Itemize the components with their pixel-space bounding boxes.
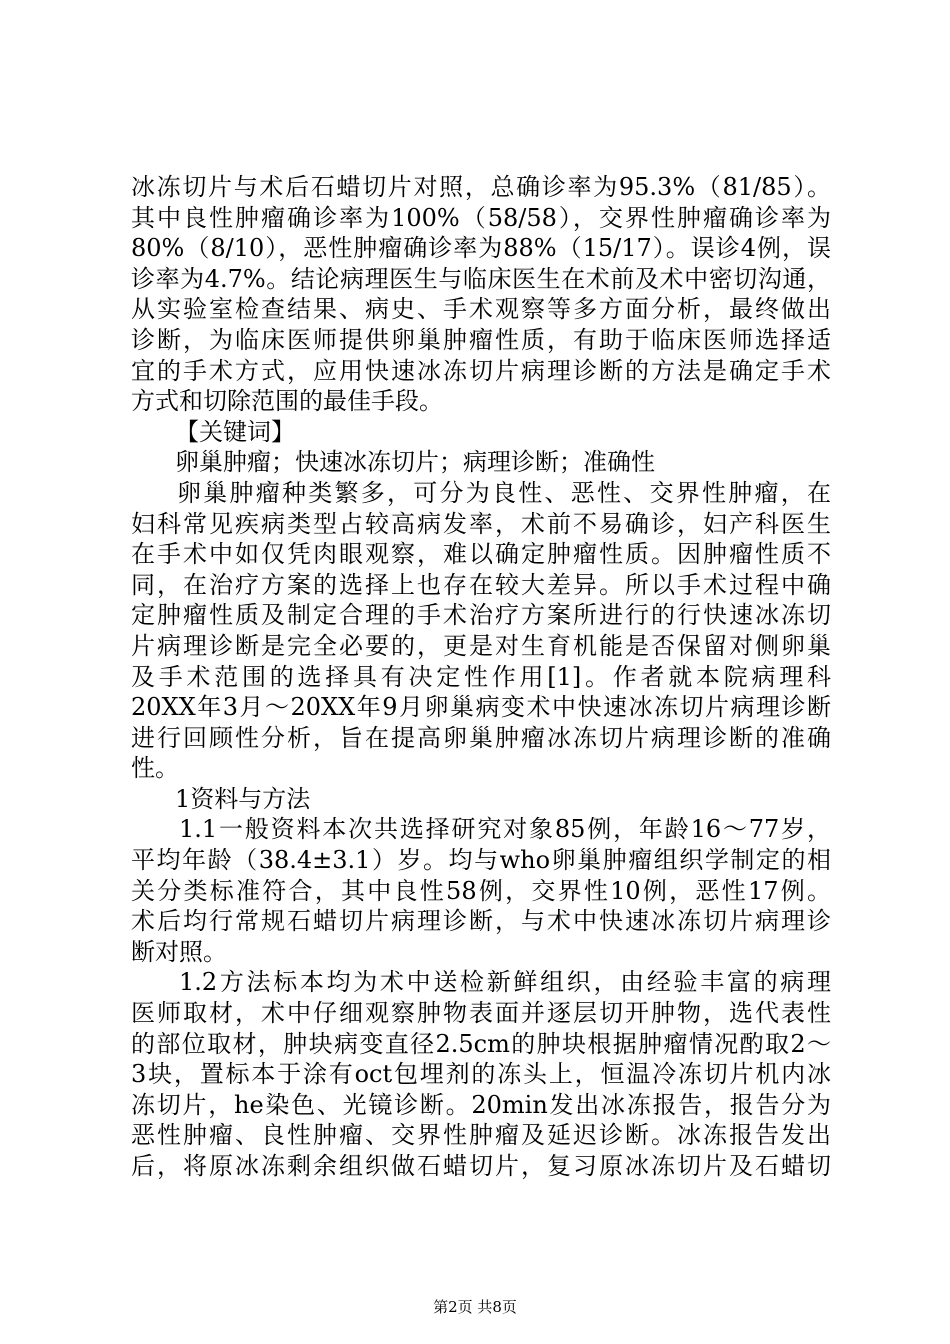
text-line: 从实验室检查结果、病史、手术观察等多方面分析，最终做出 — [131, 295, 831, 324]
text-line: 冰冻切片与术后石蜡切片对照，总确诊率为95.3%（81/85）。 — [131, 173, 831, 201]
text-line: 20XX年3月～20XX年9月卵巢病变术中快速冰冻切片病理诊断 — [131, 693, 831, 722]
text-line: 卵巢肿瘤种类繁多，可分为良性、恶性、交界性肿瘤，在 — [177, 478, 831, 507]
text-line: 诊率为4.7%。结论病理医生与临床医生在术前及术中密切沟通， — [131, 264, 831, 293]
page-number-footer: 第2页 共8页 — [433, 1298, 517, 1316]
text-line: 关分类标准符合，其中良性58例，交界性10例，恶性17例。 — [131, 876, 831, 905]
text-line: 同，在治疗方案的选择上也存在较大差异。所以手术过程中确 — [131, 570, 831, 599]
text-line: 平均年龄（38.4±3.1）岁。均与who卵巢肿瘤组织学制定的相 — [131, 846, 831, 875]
document-body — [131, 172, 831, 1182]
text-line: 80%（8/10），恶性肿瘤确诊率为88%（15/17）。误诊4例，误 — [131, 234, 831, 263]
text-line: 妇科常见疾病类型占较高病发率，术前不易确诊，妇产科医生 — [131, 509, 831, 538]
text-line: 恶性肿瘤、良性肿瘤、交界性肿瘤及延迟诊断。冰冻报告发出 — [131, 1121, 831, 1150]
text-line: 在手术中如仅凭肉眼观察，难以确定肿瘤性质。因肿瘤性质不 — [131, 540, 831, 569]
text-line: 术后均行常规石蜡切片病理诊断，与术中快速冰冻切片病理诊 — [131, 907, 831, 936]
text-line: 及手术范围的选择具有决定性作用[1]。作者就本院病理科 — [131, 662, 831, 691]
keywords-heading: 【关键词】 — [175, 417, 295, 446]
text-line: 定肿瘤性质及制定合理的手术治疗方案所进行的行快速冰冻切 — [131, 601, 831, 630]
keywords-list: 卵巢肿瘤；快速冰冻切片；病理诊断；准确性 — [175, 448, 655, 477]
text-line: 后，将原冰冻剩余组织做石蜡切片，复习原冰冻切片及石蜡切 — [131, 1152, 831, 1180]
text-line: 宜的手术方式，应用快速冰冻切片病理诊断的方法是确定手术 — [131, 356, 831, 385]
text-line: 医师取材，术中仔细观察肿物表面并逐层切开肿物，选代表性 — [131, 999, 831, 1028]
section-heading: 1资料与方法 — [175, 784, 311, 813]
text-line: 其中良性肿瘤确诊率为100%（58/58），交界性肿瘤确诊率为 — [131, 203, 831, 232]
text-line: 1.1一般资料本次共选择研究对象85例，年龄16～77岁， — [179, 815, 831, 844]
text-line: 3块，置标本于涂有oct包埋剂的冻头上，恒温冷冻切片机内冰 — [131, 1060, 831, 1089]
text-line: 断对照。 — [131, 937, 227, 966]
text-line: 片病理诊断是完全必要的，更是对生育机能是否保留对侧卵巢 — [131, 631, 831, 660]
text-line: 方式和切除范围的最佳手段。 — [131, 387, 443, 416]
text-line: 诊断，为临床医师提供卵巢肿瘤性质，有助于临床医师选择适 — [131, 325, 831, 354]
text-line: 进行回顾性分析，旨在提高卵巢肿瘤冰冻切片病理诊断的准确 — [131, 723, 831, 752]
text-line: 冻切片，he染色、光镜诊断。20min发出冰冻报告，报告分为 — [131, 1090, 831, 1119]
text-line: 的部位取材，肿块病变直径2.5cm的肿块根据肿瘤情况酌取2～ — [131, 1029, 831, 1058]
text-line: 1.2方法标本均为术中送检新鲜组织，由经验丰富的病理 — [179, 968, 831, 997]
text-line: 性。 — [131, 754, 179, 783]
